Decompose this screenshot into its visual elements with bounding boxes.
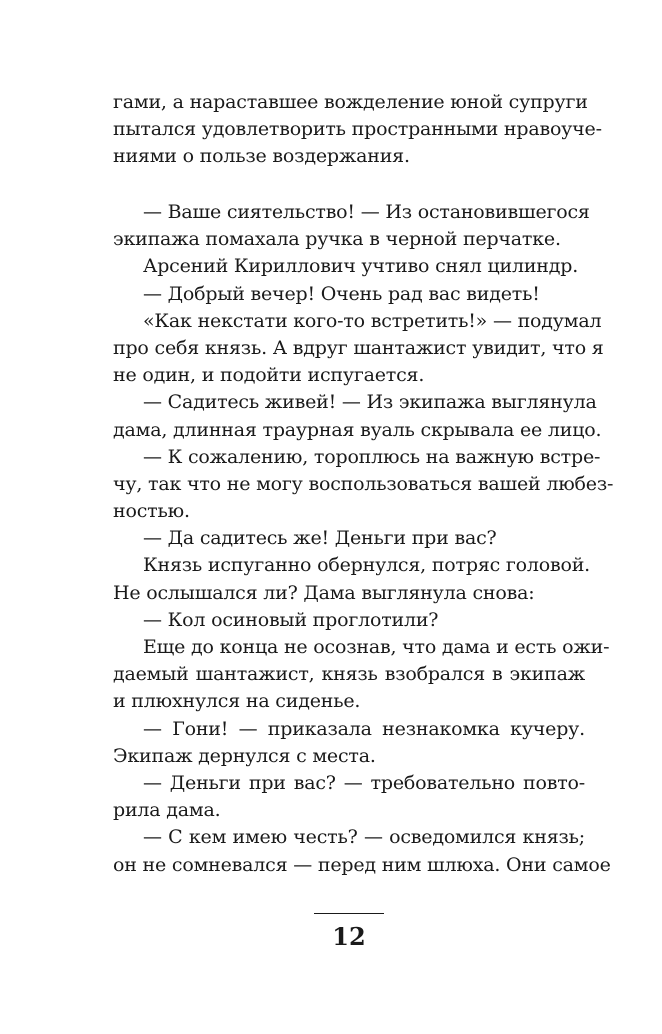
text-line: Не ослышался ли? Дама выглянула снова:: [113, 581, 535, 604]
text-line: — К сожалению, тороплюсь на важную встре-: [143, 445, 601, 468]
text-line: ностью.: [113, 500, 190, 523]
text-line: Князь испуганно обернулся, потряс головой.: [143, 554, 591, 577]
text-line: Арсений Кириллович учтиво снял цилиндр.: [143, 255, 579, 278]
text-line: дама, длинная траурная вуаль скрывала ее лицо.: [113, 418, 602, 441]
text-line: — Ваше сиятельство! — Из остановившегося: [143, 201, 590, 223]
text-line: не один, и подойти испугается.: [113, 364, 425, 387]
page-number: 12: [332, 922, 366, 951]
text-line: про себя князь. А вдруг шантажист увидит, что я: [113, 336, 604, 359]
text-line: — Деньги при вас? — требовательно повто-: [143, 771, 585, 794]
footer-rule: [314, 913, 384, 914]
text-line: Еще до конца не осознав, что дама и есть ожи-: [143, 636, 610, 658]
text-line: гами, а нараставшее вожделение юной супруги: [113, 91, 588, 113]
text-line: — Кол осиновый проглотили?: [143, 608, 439, 631]
text-line: чу, так что не могу воспользоваться вашей любез-: [113, 472, 614, 495]
text-line: даемый шантажист, князь взобрался в экипаж: [113, 663, 585, 686]
text-line: рила дама.: [113, 799, 221, 822]
text-line: и плюхнулся на сиденье.: [113, 690, 361, 713]
text-block-dialogue: [113, 199, 614, 879]
text-line: «Как некстати кого-то встретить!» — подумал: [143, 309, 602, 332]
text-line: экипажа помахала ручка в черной перчатке.: [113, 228, 561, 251]
text-line: он не сомневался — перед ним шлюха. Они самое: [113, 853, 611, 876]
text-line: — Садитесь живей! — Из экипажа выглянула: [143, 391, 597, 414]
text-block-continuation: [113, 89, 602, 171]
text-line: — Гони! — приказала незнакомка кучеру.: [143, 717, 585, 740]
text-line: — С кем имею честь? — осведомился князь;: [143, 826, 585, 849]
text-line: пытался удовлетворить пространными нравоуче-: [113, 118, 602, 141]
text-line: — Да садитесь же! Деньги при вас?: [143, 527, 497, 550]
text-line: — Добрый вечер! Очень рад вас видеть!: [143, 282, 540, 305]
text-line: Экипаж дернулся с места.: [113, 744, 376, 767]
text-line: ниями о пользе воздержания.: [113, 145, 410, 168]
